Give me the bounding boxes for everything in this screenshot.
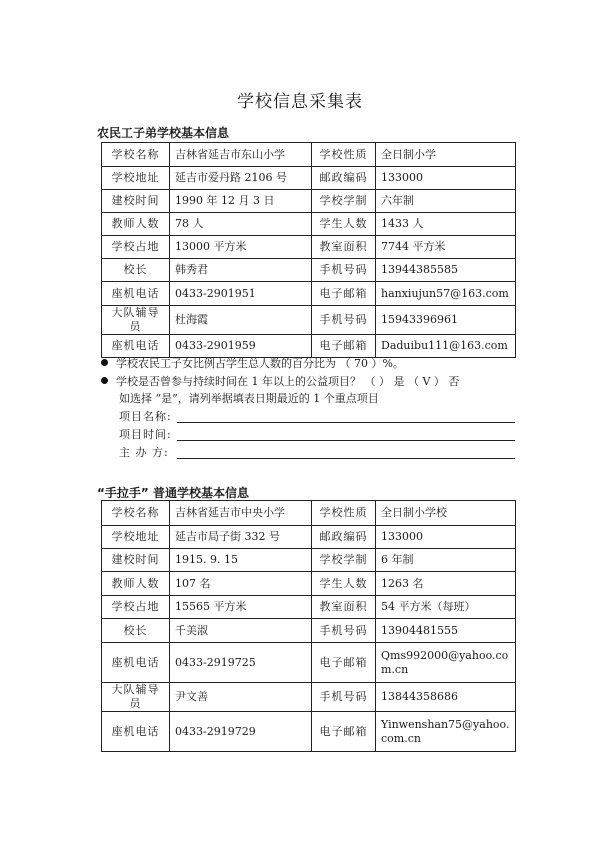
field-value-cell: 韩秀君 xyxy=(170,259,312,282)
field-label-cell: 座机电话 xyxy=(102,335,170,358)
field-value-cell: 全日制小学 xyxy=(376,143,516,167)
project-name-underline xyxy=(177,422,515,423)
bullet-dot-icon xyxy=(101,359,108,366)
field-label-cell: 电子邮箱 xyxy=(312,282,376,306)
field-label-cell: 教室面积 xyxy=(312,596,376,619)
field-value-cell: 0433-2919729 xyxy=(170,712,312,752)
table-row xyxy=(102,213,516,236)
field-label-cell: 电子邮箱 xyxy=(312,335,376,358)
field-label-cell: 校长 xyxy=(102,619,170,643)
field-value-cell: 13904481555 xyxy=(376,619,516,643)
proportion-bullet xyxy=(101,356,521,372)
table-row xyxy=(102,306,516,335)
field-value-cell: 15565 平方米 xyxy=(170,596,312,619)
field-value-cell: 六年制 xyxy=(376,190,516,213)
field-label-cell: 学校性质 xyxy=(312,501,376,526)
field-value-cell: Daduibu111@163.com xyxy=(376,335,516,358)
document-title: 学校信息采集表 xyxy=(237,92,363,112)
table-row xyxy=(102,259,516,282)
field-value-cell: hanxiujun57@163.com xyxy=(376,282,516,306)
field-label-cell: 学校学制 xyxy=(312,190,376,213)
table-row xyxy=(102,236,516,259)
organizer-label: 主 办 方: xyxy=(119,446,169,459)
section1-info-table xyxy=(101,142,516,358)
field-label-cell: 建校时间 xyxy=(102,190,170,213)
project-question-text: 学校是否曾参与持续时间在 1 年以上的公益项目？ （ ） 是 （ V ） 否 xyxy=(116,375,460,388)
table-row xyxy=(102,335,516,358)
table-row xyxy=(102,619,516,643)
table-row xyxy=(102,282,516,306)
field-value-cell: 54 平方米（每班） xyxy=(376,596,516,619)
field-label-cell: 教室面积 xyxy=(312,236,376,259)
field-label-cell: 学校性质 xyxy=(312,143,376,167)
field-value-cell: 尹文善 xyxy=(170,683,312,712)
field-value-cell: 0433-2901951 xyxy=(170,282,312,306)
table-row xyxy=(102,190,516,213)
project-time-underline xyxy=(177,440,515,441)
field-label-cell: 学生人数 xyxy=(312,213,376,236)
field-value-cell: 13000 平方米 xyxy=(170,236,312,259)
bullet-dot-icon xyxy=(101,377,108,384)
proportion-text: 学校农民工子女比例占学生总人数的百分比为 （ 70 ）%。 xyxy=(116,357,404,370)
section2-info-table xyxy=(101,500,516,752)
field-value-cell: 1433 人 xyxy=(376,213,516,236)
field-label-cell: 手机号码 xyxy=(312,683,376,712)
field-label-cell: 手机号码 xyxy=(312,306,376,335)
field-value-cell: 107 名 xyxy=(170,572,312,596)
field-label-cell: 学生人数 xyxy=(312,572,376,596)
field-value-cell: 78 人 xyxy=(170,213,312,236)
field-value-cell: 千美淑 xyxy=(170,619,312,643)
field-value-cell: 1990 年 12 月 3 日 xyxy=(170,190,312,213)
field-label-cell: 学校名称 xyxy=(102,143,170,167)
section1-table-body xyxy=(102,143,516,358)
field-label-cell: 学校学制 xyxy=(312,549,376,572)
table-row xyxy=(102,526,516,549)
field-label-cell: 电子邮箱 xyxy=(312,712,376,752)
project-question-bullet xyxy=(101,374,521,390)
field-label-cell: 校长 xyxy=(102,259,170,282)
field-label-cell: 教师人数 xyxy=(102,572,170,596)
field-value-cell: 全日制小学校 xyxy=(376,501,516,526)
project-time-label: 项目时间: xyxy=(119,428,172,441)
field-value-cell: 吉林省延吉市中央小学 xyxy=(170,501,312,526)
organizer-field xyxy=(119,445,519,461)
table-row xyxy=(102,549,516,572)
field-label-cell: 大队辅导员 xyxy=(102,683,170,712)
field-label-cell: 座机电话 xyxy=(102,712,170,752)
field-label-cell: 学校占地 xyxy=(102,236,170,259)
field-value-cell: 13844358686 xyxy=(376,683,516,712)
table-row xyxy=(102,683,516,712)
field-value-cell: 7744 平方米 xyxy=(376,236,516,259)
table-row xyxy=(102,596,516,619)
field-value-cell: 133000 xyxy=(376,526,516,549)
table-row xyxy=(102,712,516,752)
field-value-cell: 13944385585 xyxy=(376,259,516,282)
field-label-cell: 学校地址 xyxy=(102,167,170,190)
section2-title: “手拉手” 普通学校基本信息 xyxy=(97,486,249,500)
field-value-cell: 133000 xyxy=(376,167,516,190)
field-label-cell: 手机号码 xyxy=(312,619,376,643)
field-value-cell: 0433-2901959 xyxy=(170,335,312,358)
field-value-cell: 1263 名 xyxy=(376,572,516,596)
field-value-cell: 杜海霞 xyxy=(170,306,312,335)
project-question-continuation: 如选择 “是”，请列举据填表日期最近的 1 个重点项目 xyxy=(119,392,379,405)
field-label-cell: 电子邮箱 xyxy=(312,643,376,683)
field-value-cell: Qms992000@yahoo.com.cn xyxy=(376,643,516,683)
project-time-field xyxy=(119,427,519,443)
field-label-cell: 学校占地 xyxy=(102,596,170,619)
organizer-underline xyxy=(177,458,515,459)
field-value-cell: 延吉市局子街 332 号 xyxy=(170,526,312,549)
field-value-cell: 延吉市爱丹路 2106 号 xyxy=(170,167,312,190)
field-value-cell: 吉林省延吉市东山小学 xyxy=(170,143,312,167)
table-row xyxy=(102,643,516,683)
section1-title: 农民工子弟学校基本信息 xyxy=(97,126,230,140)
table-row xyxy=(102,501,516,526)
project-name-label: 项目名称: xyxy=(119,410,172,423)
field-value-cell: Yinwenshan75@yahoo.com.cn xyxy=(376,712,516,752)
field-label-cell: 大队辅导员 xyxy=(102,306,170,335)
table-row xyxy=(102,143,516,167)
field-value-cell: 1915. 9. 15 xyxy=(170,549,312,572)
project-name-field xyxy=(119,409,519,425)
table-row xyxy=(102,572,516,596)
field-value-cell: 15943396961 xyxy=(376,306,516,335)
field-label-cell: 手机号码 xyxy=(312,259,376,282)
table-row xyxy=(102,167,516,190)
field-label-cell: 建校时间 xyxy=(102,549,170,572)
field-value-cell: 6 年制 xyxy=(376,549,516,572)
field-label-cell: 邮政编码 xyxy=(312,167,376,190)
field-value-cell: 0433-2919725 xyxy=(170,643,312,683)
field-label-cell: 教师人数 xyxy=(102,213,170,236)
section2-table-body xyxy=(102,501,516,752)
field-label-cell: 座机电话 xyxy=(102,643,170,683)
field-label-cell: 学校名称 xyxy=(102,501,170,526)
field-label-cell: 座机电话 xyxy=(102,282,170,306)
field-label-cell: 邮政编码 xyxy=(312,526,376,549)
field-label-cell: 学校地址 xyxy=(102,526,170,549)
